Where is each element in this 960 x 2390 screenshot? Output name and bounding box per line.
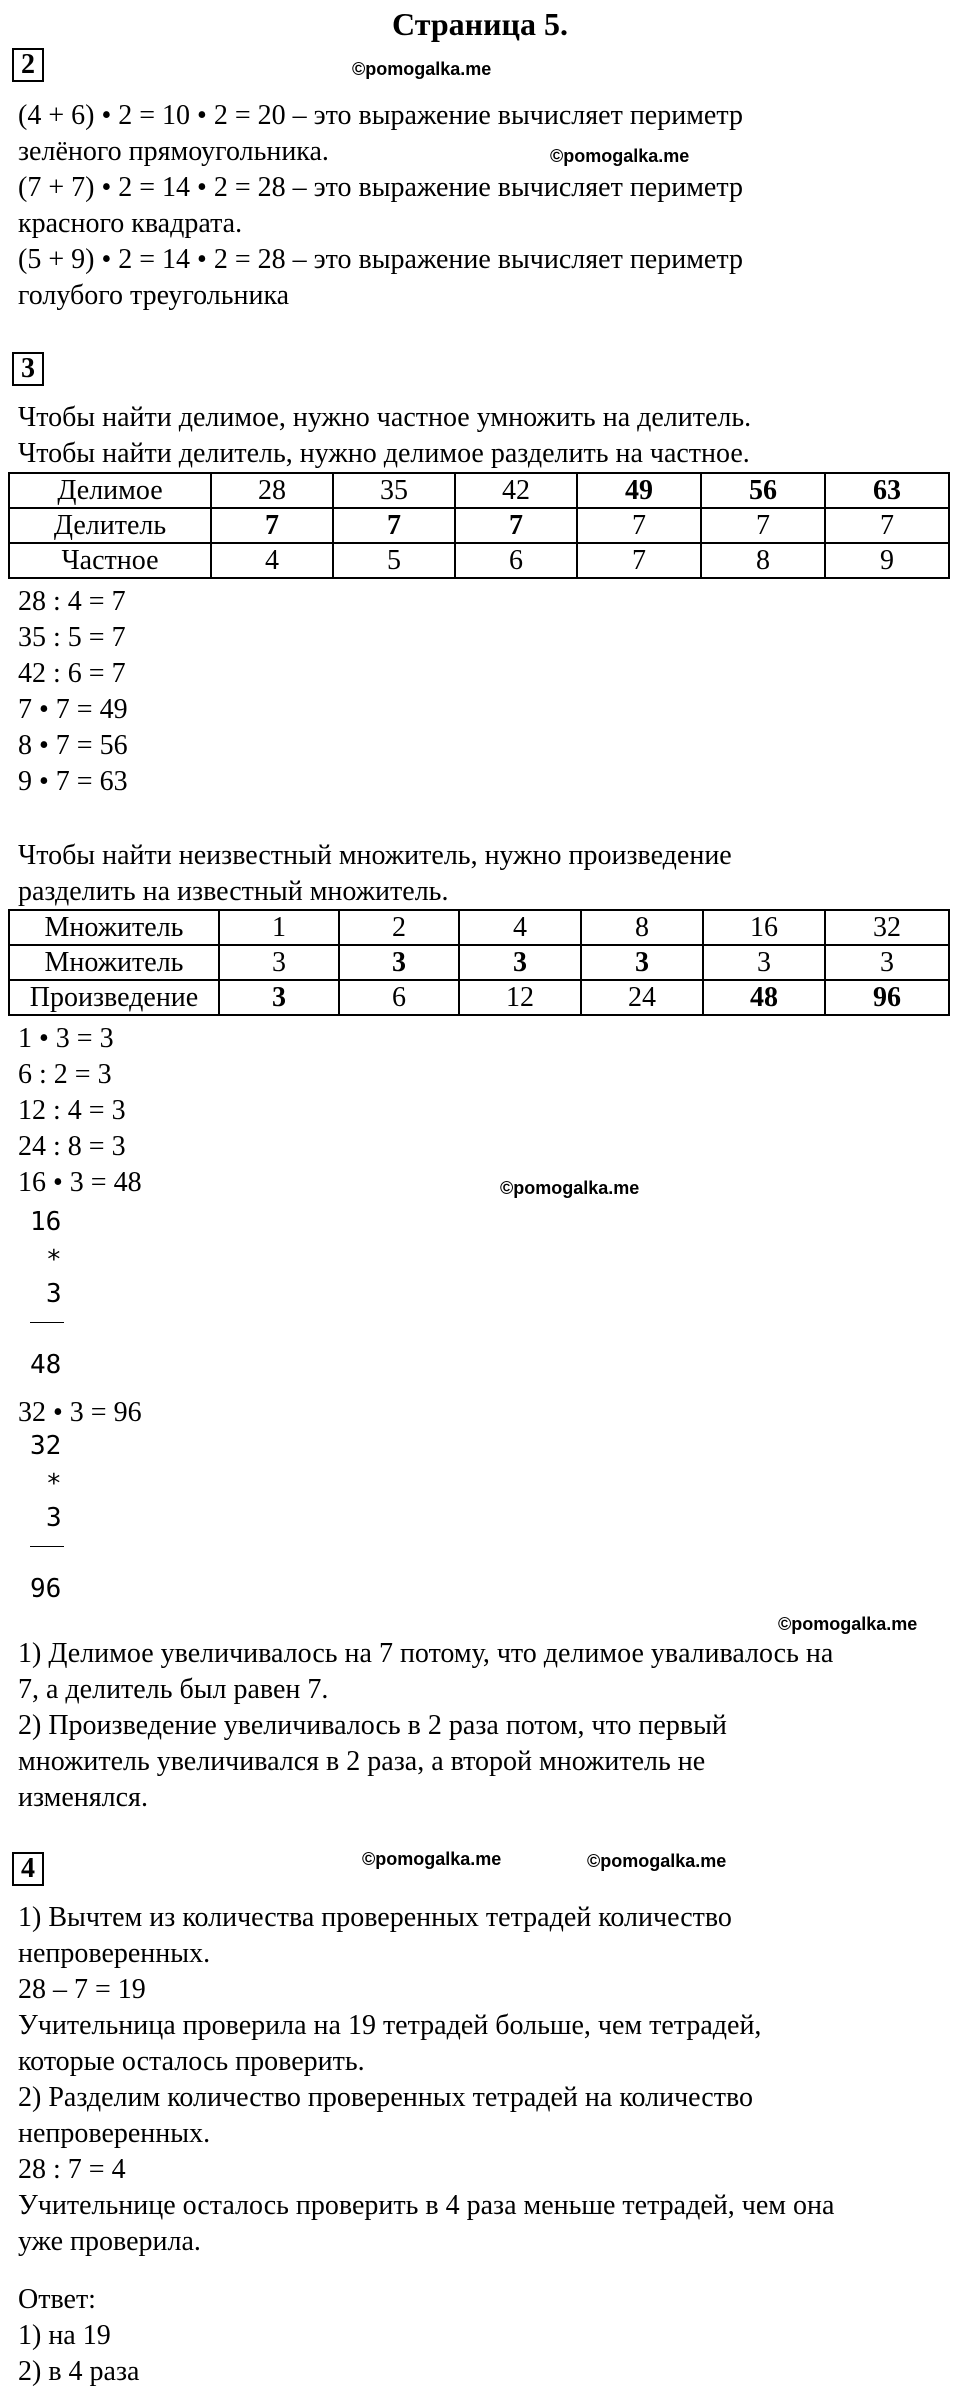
table-cell: Произведение (9, 980, 219, 1015)
table-row (9, 543, 949, 578)
table-cell: 35 (333, 473, 455, 508)
column-top: 32 (30, 1431, 62, 1461)
task-number-2: 2 (12, 48, 44, 82)
equation: 9 • 7 = 63 (18, 766, 128, 797)
text-line: непроверенных. (18, 2118, 211, 2149)
text-line: красного квадрата. (18, 208, 243, 239)
text-line: (7 + 7) • 2 = 14 • 2 = 28 – это выражение вычисляет периметр (18, 172, 743, 203)
equation: 8 • 7 = 56 (18, 730, 128, 761)
table-cell: 7 (577, 543, 701, 578)
table-cell: 9 (825, 543, 949, 578)
column-rule (30, 1546, 64, 1547)
equation: 24 : 8 = 3 (18, 1131, 126, 1162)
table-cell: 3 (581, 945, 703, 980)
watermark: ©pomogalka.me (587, 1851, 727, 1871)
table-cell: 8 (701, 543, 825, 578)
table-row (9, 980, 949, 1015)
watermark: ©pomogalka.me (352, 59, 492, 79)
text-line: множитель увеличивался в 2 раза, а второй множитель не (18, 1746, 706, 1777)
table-cell: 7 (577, 508, 701, 543)
table-cell: 6 (455, 543, 577, 578)
watermark: ©pomogalka.me (362, 1849, 502, 1869)
text-line: Чтобы найти неизвестный множитель, нужно произведение (18, 840, 732, 871)
text-line: Учительнице осталось проверить в 4 раза меньше тетрадей, чем она (18, 2190, 835, 2221)
table-cell: 5 (333, 543, 455, 578)
column-result: 96 (30, 1574, 62, 1604)
table-cell: 1 (219, 910, 339, 945)
text-line: непроверенных. (18, 1938, 211, 1969)
text-line: 1) Делимое увеличивалось на 7 потому, что делимое увaливалось на (18, 1638, 834, 1669)
watermark: ©pomogalka.me (500, 1178, 640, 1198)
equation: 42 : 6 = 7 (18, 658, 126, 689)
column-bottom: 3 (46, 1503, 62, 1533)
equation: 6 : 2 = 3 (18, 1059, 112, 1090)
answer-line: 1) на 19 (18, 2320, 111, 2351)
column-top: 16 (30, 1207, 62, 1237)
table-cell: 56 (701, 473, 825, 508)
table-cell: 7 (701, 508, 825, 543)
table-cell: 28 (211, 473, 333, 508)
text-line: Чтобы найти делитель, нужно делимое разделить на частное. (18, 438, 750, 469)
equation: 1 • 3 = 3 (18, 1023, 114, 1054)
text-line: Чтобы найти делимое, нужно частное умножить на делитель. (18, 402, 752, 433)
text-line: которые осталось проверить. (18, 2046, 365, 2077)
table-cell: 42 (455, 473, 577, 508)
equation: 7 • 7 = 49 (18, 694, 128, 725)
text-line: 1) Вычтем из количества проверенных тетрадей количество (18, 1902, 732, 1933)
table-cell: 63 (825, 473, 949, 508)
equation: 28 – 7 = 19 (18, 1974, 146, 2005)
table-cell: 48 (703, 980, 825, 1015)
answer-heading: Ответ: (18, 2284, 96, 2315)
text-line: голубого треугольника (18, 280, 290, 311)
page-title: Страница 5. (392, 6, 568, 42)
equation: 32 • 3 = 96 (18, 1397, 142, 1428)
table-cell: 7 (825, 508, 949, 543)
equation: 16 • 3 = 48 (18, 1167, 142, 1198)
table-cell: 3 (703, 945, 825, 980)
table-cell: 3 (219, 980, 339, 1015)
table-cell: 49 (577, 473, 701, 508)
text-line: 7, а делитель был равен 7. (18, 1674, 329, 1705)
text-line: зелёного прямоугольника. (18, 136, 329, 167)
table-row (9, 945, 949, 980)
watermark: ©pomogalka.me (778, 1614, 918, 1634)
equation: 28 : 7 = 4 (18, 2154, 126, 2185)
table-cell: 4 (211, 543, 333, 578)
task-number-4: 4 (12, 1852, 44, 1886)
text-line: (5 + 9) • 2 = 14 • 2 = 28 – это выражение вычисляет периметр (18, 244, 743, 275)
table-cell: 32 (825, 910, 949, 945)
text-line: 2) Разделим количество проверенных тетрадей на количество (18, 2082, 753, 2113)
task-number-3: 3 (12, 352, 44, 386)
table-cell: 7 (211, 508, 333, 543)
answer-line: 2) в 4 раза (18, 2356, 140, 2387)
division-table (8, 472, 950, 579)
column-rule (30, 1322, 64, 1323)
text-line: уже проверила. (18, 2226, 201, 2257)
table-cell: 96 (825, 980, 949, 1015)
column-operator: * (46, 1469, 62, 1499)
table-cell: 4 (459, 910, 581, 945)
table-cell: 3 (825, 945, 949, 980)
table-cell: Множитель (9, 910, 219, 945)
equation: 35 : 5 = 7 (18, 622, 126, 653)
table-cell: 7 (455, 508, 577, 543)
column-bottom: 3 (46, 1279, 62, 1309)
equation: 28 : 4 = 7 (18, 586, 126, 617)
table-cell: 24 (581, 980, 703, 1015)
text-line: Учительница проверила на 19 тетрадей больше, чем тетрадей, (18, 2010, 762, 2041)
table-row (9, 910, 949, 945)
column-result: 48 (30, 1350, 62, 1380)
table-cell: 8 (581, 910, 703, 945)
multiplication-table (8, 909, 950, 1016)
text-line: изменялся. (18, 1782, 148, 1813)
table-cell: 12 (459, 980, 581, 1015)
table-cell: 6 (339, 980, 459, 1015)
table-cell: 3 (339, 945, 459, 980)
column-operator: * (46, 1245, 62, 1275)
table-row (9, 473, 949, 508)
text-line: (4 + 6) • 2 = 10 • 2 = 20 – это выражение вычисляет периметр (18, 100, 743, 131)
equation: 12 : 4 = 3 (18, 1095, 126, 1126)
table-cell: 7 (333, 508, 455, 543)
table-cell: Делитель (9, 508, 211, 543)
table-cell: 3 (459, 945, 581, 980)
table-cell: Делимое (9, 473, 211, 508)
watermark: ©pomogalka.me (550, 146, 690, 166)
table-row (9, 508, 949, 543)
table-cell: 3 (219, 945, 339, 980)
text-line: разделить на известный множитель. (18, 876, 449, 907)
text-line: 2) Произведение увеличивалось в 2 раза потом, что первый (18, 1710, 727, 1741)
table-cell: 2 (339, 910, 459, 945)
table-cell: Частное (9, 543, 211, 578)
table-cell: Множитель (9, 945, 219, 980)
table-cell: 16 (703, 910, 825, 945)
